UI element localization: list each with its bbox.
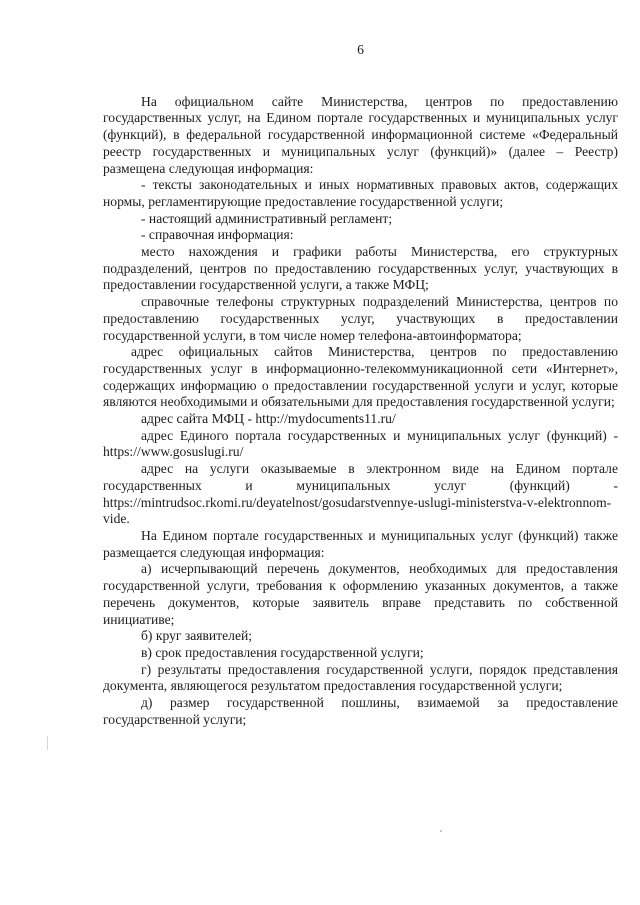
paragraph-gosuslugi-portal: адрес Единого портала государственных и муниципальных услуг (функций) - https://www.gosuslugi.ru/ bbox=[103, 427, 618, 460]
paragraph-portal-info: На Едином портале государственных и муниципальных услуг (функций) также размещается следующая информация: bbox=[103, 527, 618, 560]
paragraph-phones: справочные телефоны структурных подразделений Министерства, центров по предоставлению государственных услуг, участвующих в предоставлении государственной услуги, в том числе номер телефона-автоинформатора; bbox=[103, 294, 618, 343]
scan-margin-mark bbox=[47, 736, 48, 750]
paragraph-websites: адрес официальных сайтов Министерства, центров по предоставлению государственных услуг в информационно-телекоммуникационной сети «Интернет», содержащих информацию о предоставлении государственной услуги и услуг, которые являются необходимыми и обязательными для предоставления государственной услуги; bbox=[103, 344, 618, 410]
page-number: 6 bbox=[357, 42, 364, 57]
list-item-b: б) круг заявителей; bbox=[141, 628, 253, 644]
paragraph-legal-acts: - тексты законодательных и иных нормативных правовых актов, содержащих нормы, регламентирующие предоставление государственной услуги; bbox=[103, 177, 618, 209]
paragraph-location-schedule: место нахождения и графики работы Министерства, его структурных подразделений, центров по предоставлению государственных услуг, участвующих в предоставлении государственной услуги, а также МФЦ; bbox=[103, 244, 618, 293]
paragraph-intro: На официальном сайте Министерства, центров по предоставлению государственных услуг, на Едином портале государственных и муниципальных услуг (функций), в федеральной государственной информационной системе «Федеральный реестр государственных и муниципальных услуг (функций)» (далее – Реестр) размещена следующая информация: bbox=[103, 93, 618, 176]
list-item-d: д) размер государственной пошлины, взимаемой за предоставление государственной услуги; bbox=[103, 695, 618, 727]
list-item-g: г) результаты предоставления государственной услуги, порядок представления документа, являющегося результатом предоставления государственной услуги; bbox=[103, 661, 618, 694]
scan-dot bbox=[440, 830, 442, 832]
list-item-v: в) срок предоставления государственной услуги; bbox=[141, 644, 424, 660]
paragraph-reference-info: - справочная информация: bbox=[141, 227, 294, 243]
paragraph-regulation: - настоящий административный регламент; bbox=[141, 210, 393, 226]
paragraph-mfc-site: адрес сайта МФЦ - http://mydocuments11.ru/ bbox=[141, 411, 396, 427]
paragraph-electronic-services: адрес на услуги оказываемые в электронном виде на Едином портале государственных и муниципальных услуг (функций) - https://mintrudsoc.rkomi.ru/deyatelnost/gosudarstvennye-uslugi-ministerstva-v-elektronnom-vide. bbox=[103, 461, 618, 527]
list-item-a: а) исчерпывающий перечень документов, необходимых для предоставления государственной услуги, требования к оформлению указанных документов, а также перечень документов, которые заявитель вправе представить по собственной инициативе; bbox=[103, 561, 618, 627]
